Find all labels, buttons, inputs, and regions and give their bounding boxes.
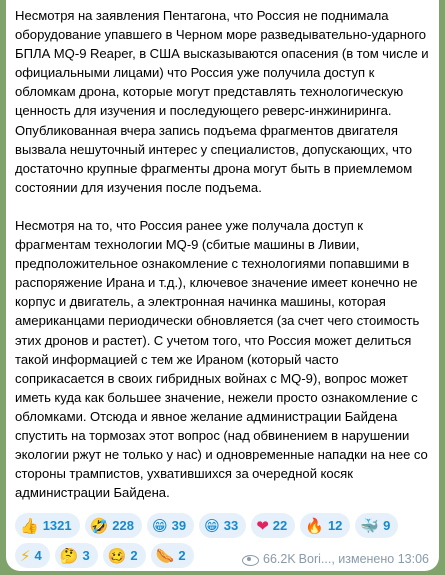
message-paragraph-2: Несмотря на то, что Россия ранее уже получала доступ к фрагментам технологии MQ-9 (сбитые машины в Ливии, предположительное ознакомление с технологиями попавшими в распоряжение Ирана и т.д.), ключевое значение имеет конечно не корпус и двигатель, а электронная начинка машины, которая американцами периодически обновляется (за счет чего стоимость этих дронов и растет). С учетом того, что Россия может делиться такой информацией с тем же Ираном (который часто соприкасается в своих гибридных войнах с MQ-9), вопрос может иметь куда как большее значение, нежели просто ознакомление с обломками. Отсюда и явное желание администрации Байдена спустить на тормозах этот вопрос (над обвинением в нарушении экологии ржут не только у нас) и одновременные нападки на нее со стороны трампистов, ухватившихся за очередной косяк администрации Байдена. (15, 217, 428, 501)
whale-icon: 🐳 (360, 516, 380, 535)
eye-icon (242, 555, 257, 564)
message-paragraph-1: Несмотря на заявления Пентагона, что Россия не поднимала оборудование упавшего в Черном море разведывательно-ударного БПЛА MQ-9 Reaper, в США высказываются опасения (в том числе и официальными лицами) что Россия уже получила доступ к обломкам дрона, которые могут представлять технологическую ценность для изучения и последующего реверс-инжиниринга. Опубликованная вчера запись подъема фрагментов двигателя вызвала нешуточный интерес у специалистов, допускающих, что достаточно крупные фрагменты дрона могут быть в приемлемом состоянии для изучения после подъема. (15, 8, 429, 195)
reaction-woozy-face[interactable] (103, 543, 146, 568)
paragraph-gap (15, 197, 430, 216)
reaction-thumbs-up[interactable] (15, 513, 80, 538)
thinking-icon: 🤔 (59, 546, 79, 565)
reaction-whale[interactable] (355, 513, 398, 538)
view-count: 66.2K (263, 552, 296, 566)
reaction-count: 22 (272, 518, 288, 534)
reaction-fire[interactable] (300, 513, 350, 538)
reaction-hotdog[interactable] (151, 543, 194, 568)
reaction-count: 1321 (42, 518, 72, 534)
beaming-face-icon: 😁 (204, 516, 220, 535)
reaction-lightning[interactable] (15, 543, 50, 568)
thumbs-up-icon: 👍 (20, 516, 39, 535)
reaction-count: 2 (130, 548, 138, 564)
heart-icon: ❤ (256, 516, 269, 535)
reaction-count: 228 (112, 518, 134, 534)
reaction-thinking[interactable] (55, 543, 98, 568)
reaction-heart[interactable] (251, 513, 295, 538)
reaction-rofl[interactable] (85, 513, 142, 538)
reaction-count: 2 (178, 548, 186, 564)
reaction-grin[interactable] (147, 513, 194, 538)
lightning-icon: ⚡ (20, 546, 31, 565)
reaction-count: 33 (223, 518, 239, 534)
author-edited-label: Bori..., изменено 13:06 (298, 552, 429, 566)
reaction-beaming-face[interactable] (199, 513, 246, 538)
rofl-icon: 🤣 (89, 516, 109, 535)
fire-icon: 🔥 (305, 516, 324, 535)
grin-icon: 😁 (152, 516, 168, 535)
message-bubble (6, 0, 439, 571)
reaction-count: 39 (171, 518, 187, 534)
message-footer (242, 552, 429, 566)
woozy-face-icon: 🥴 (107, 546, 127, 565)
reaction-count: 12 (327, 518, 343, 534)
reaction-count: 4 (34, 548, 42, 564)
reaction-count: 9 (383, 518, 391, 534)
hotdog-icon: 🌭 (155, 546, 175, 565)
reaction-count: 3 (82, 548, 90, 564)
